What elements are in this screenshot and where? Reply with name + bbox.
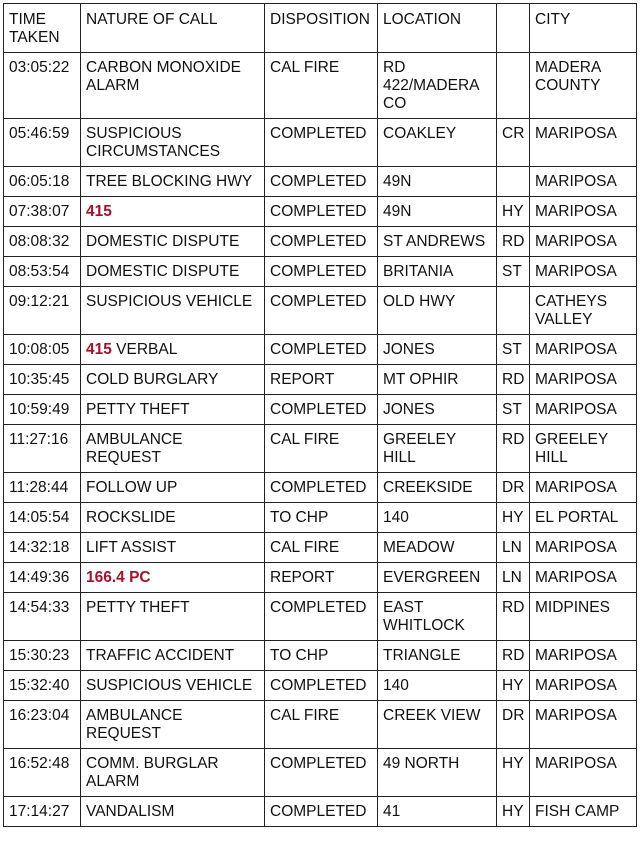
- cell-nature: [81, 503, 265, 533]
- cell-nature: [81, 797, 265, 827]
- cell-time: 15:30:23: [4, 641, 81, 671]
- cell-location: RD 422/MADERA CO: [378, 53, 497, 119]
- cell-nature: [81, 701, 265, 749]
- table-row: [4, 797, 637, 827]
- nature-text: DOMESTIC DISPUTE: [86, 263, 240, 280]
- header-city: CITY: [530, 4, 637, 53]
- cell-disposition: REPORT: [265, 365, 378, 395]
- cell-suffix: HY: [497, 671, 530, 701]
- cell-location: 49 NORTH: [378, 749, 497, 797]
- cell-location: MEADOW: [378, 533, 497, 563]
- nature-text: VERBAL: [111, 341, 178, 358]
- cell-disposition: COMPLETED: [265, 227, 378, 257]
- cell-city: MARIPOSA: [530, 119, 637, 167]
- cell-city: MARIPOSA: [530, 533, 637, 563]
- nature-text: SUSPICIOUS CIRCUMSTANCES: [86, 125, 221, 160]
- table-row: [4, 425, 637, 473]
- cell-nature: [81, 53, 265, 119]
- cell-disposition: COMPLETED: [265, 593, 378, 641]
- cell-nature: [81, 593, 265, 641]
- cell-location: CREEKSIDE: [378, 473, 497, 503]
- cell-city: MARIPOSA: [530, 671, 637, 701]
- cell-city: MIDPINES: [530, 593, 637, 641]
- nature-text: COLD BURGLARY: [86, 371, 219, 388]
- cell-disposition: CAL FIRE: [265, 701, 378, 749]
- table-row: [4, 197, 637, 227]
- cell-suffix: RD: [497, 593, 530, 641]
- cell-suffix: HY: [497, 797, 530, 827]
- cell-suffix: RD: [497, 641, 530, 671]
- table-row: [4, 563, 637, 593]
- cell-disposition: COMPLETED: [265, 395, 378, 425]
- cell-suffix: HY: [497, 197, 530, 227]
- nature-text: COMM. BURGLAR ALARM: [86, 755, 219, 790]
- cell-disposition: COMPLETED: [265, 335, 378, 365]
- cell-city: CATHEYS VALLEY: [530, 287, 637, 335]
- nature-text: PETTY THEFT: [86, 401, 190, 418]
- cell-nature: [81, 257, 265, 287]
- cell-suffix: DR: [497, 701, 530, 749]
- nature-text: DOMESTIC DISPUTE: [86, 233, 240, 250]
- table-row: [4, 119, 637, 167]
- cell-location: 140: [378, 503, 497, 533]
- cell-suffix: ST: [497, 395, 530, 425]
- cell-suffix: RD: [497, 425, 530, 473]
- table-row: [4, 701, 637, 749]
- cell-city: EL PORTAL: [530, 503, 637, 533]
- cell-suffix: HY: [497, 749, 530, 797]
- nature-text: TRAFFIC ACCIDENT: [86, 647, 235, 664]
- cell-location: JONES: [378, 335, 497, 365]
- nature-text: FOLLOW UP: [86, 479, 178, 496]
- cell-location: COAKLEY: [378, 119, 497, 167]
- cell-time: 09:12:21: [4, 287, 81, 335]
- cell-disposition: COMPLETED: [265, 749, 378, 797]
- table-row: [4, 335, 637, 365]
- cell-time: 11:28:44: [4, 473, 81, 503]
- table-row: [4, 167, 637, 197]
- cell-location: OLD HWY: [378, 287, 497, 335]
- cell-nature: [81, 197, 265, 227]
- cell-time: 16:23:04: [4, 701, 81, 749]
- cell-location: 49N: [378, 167, 497, 197]
- table-row: [4, 593, 637, 641]
- cell-time: 06:05:18: [4, 167, 81, 197]
- cell-nature: [81, 287, 265, 335]
- cell-suffix: ST: [497, 257, 530, 287]
- header-disposition: DISPOSITION: [265, 4, 378, 53]
- call-log-table: [3, 3, 637, 827]
- cell-city: MARIPOSA: [530, 473, 637, 503]
- table-row: [4, 671, 637, 701]
- nature-text: AMBULANCE REQUEST: [86, 707, 183, 742]
- cell-nature: [81, 473, 265, 503]
- cell-location: GREELEY HILL: [378, 425, 497, 473]
- cell-suffix: ST: [497, 335, 530, 365]
- table-row: [4, 473, 637, 503]
- cell-location: BRITANIA: [378, 257, 497, 287]
- cell-nature: [81, 533, 265, 563]
- cell-city: MARIPOSA: [530, 257, 637, 287]
- cell-time: 15:32:40: [4, 671, 81, 701]
- table-row: [4, 395, 637, 425]
- cell-suffix: DR: [497, 473, 530, 503]
- cell-location: TRIANGLE: [378, 641, 497, 671]
- cell-time: 03:05:22: [4, 53, 81, 119]
- nature-text: ROCKSLIDE: [86, 509, 176, 526]
- cell-time: 10:08:05: [4, 335, 81, 365]
- cell-suffix: LN: [497, 563, 530, 593]
- cell-disposition: COMPLETED: [265, 119, 378, 167]
- nature-text: SUSPICIOUS VEHICLE: [86, 677, 253, 694]
- cell-city: MARIPOSA: [530, 365, 637, 395]
- cell-time: 14:49:36: [4, 563, 81, 593]
- cell-nature: [81, 335, 265, 365]
- table-row: [4, 287, 637, 335]
- cell-city: FISH CAMP: [530, 797, 637, 827]
- table-row: [4, 227, 637, 257]
- cell-location: 41: [378, 797, 497, 827]
- nature-text: CARBON MONOXIDE ALARM: [86, 59, 242, 94]
- cell-time: 11:27:16: [4, 425, 81, 473]
- cell-time: 08:53:54: [4, 257, 81, 287]
- cell-nature: [81, 167, 265, 197]
- cell-city: MARIPOSA: [530, 563, 637, 593]
- cell-suffix: HY: [497, 503, 530, 533]
- cell-suffix: RD: [497, 227, 530, 257]
- cell-city: MARIPOSA: [530, 395, 637, 425]
- penal-code-highlight: 415: [86, 341, 112, 358]
- cell-nature: [81, 641, 265, 671]
- nature-text: VANDALISM: [86, 803, 175, 820]
- nature-text: PETTY THEFT: [86, 599, 190, 616]
- table-row: [4, 503, 637, 533]
- cell-time: 07:38:07: [4, 197, 81, 227]
- cell-time: 10:59:49: [4, 395, 81, 425]
- header-suffix: [497, 4, 530, 53]
- cell-nature: [81, 425, 265, 473]
- header-nature: NATURE OF CALL: [81, 4, 265, 53]
- cell-disposition: COMPLETED: [265, 167, 378, 197]
- cell-nature: [81, 395, 265, 425]
- cell-city: MARIPOSA: [530, 701, 637, 749]
- nature-text: LIFT ASSIST: [86, 539, 177, 556]
- cell-disposition: CAL FIRE: [265, 533, 378, 563]
- table-row: [4, 365, 637, 395]
- header-time: TIME TAKEN: [4, 4, 81, 53]
- cell-time: 16:52:48: [4, 749, 81, 797]
- cell-time: 05:46:59: [4, 119, 81, 167]
- table-row: [4, 749, 637, 797]
- cell-disposition: COMPLETED: [265, 257, 378, 287]
- header-row: [4, 4, 637, 53]
- cell-location: 49N: [378, 197, 497, 227]
- penal-code-highlight: 415: [86, 203, 112, 220]
- cell-city: MARIPOSA: [530, 335, 637, 365]
- header-location: LOCATION: [378, 4, 497, 53]
- cell-disposition: COMPLETED: [265, 197, 378, 227]
- cell-suffix: [497, 287, 530, 335]
- table-row: [4, 641, 637, 671]
- cell-time: 17:14:27: [4, 797, 81, 827]
- cell-time: 14:32:18: [4, 533, 81, 563]
- cell-city: MADERA COUNTY: [530, 53, 637, 119]
- cell-disposition: COMPLETED: [265, 473, 378, 503]
- cell-disposition: COMPLETED: [265, 671, 378, 701]
- cell-suffix: RD: [497, 365, 530, 395]
- cell-city: GREELEY HILL: [530, 425, 637, 473]
- cell-nature: [81, 749, 265, 797]
- cell-suffix: LN: [497, 533, 530, 563]
- penal-code-highlight: 166.4 PC: [86, 569, 151, 586]
- cell-city: MARIPOSA: [530, 167, 637, 197]
- table-row: [4, 257, 637, 287]
- cell-disposition: REPORT: [265, 563, 378, 593]
- cell-disposition: COMPLETED: [265, 797, 378, 827]
- cell-location: EAST WHITLOCK: [378, 593, 497, 641]
- cell-disposition: TO CHP: [265, 503, 378, 533]
- nature-text: SUSPICIOUS VEHICLE: [86, 293, 253, 310]
- cell-city: MARIPOSA: [530, 749, 637, 797]
- nature-text: AMBULANCE REQUEST: [86, 431, 183, 466]
- cell-location: EVERGREEN: [378, 563, 497, 593]
- cell-time: 14:54:33: [4, 593, 81, 641]
- cell-time: 14:05:54: [4, 503, 81, 533]
- cell-disposition: TO CHP: [265, 641, 378, 671]
- cell-location: JONES: [378, 395, 497, 425]
- nature-text: TREE BLOCKING HWY: [86, 173, 253, 190]
- cell-nature: [81, 365, 265, 395]
- cell-suffix: CR: [497, 119, 530, 167]
- cell-location: 140: [378, 671, 497, 701]
- cell-city: MARIPOSA: [530, 227, 637, 257]
- cell-time: 08:08:32: [4, 227, 81, 257]
- cell-location: MT OPHIR: [378, 365, 497, 395]
- cell-suffix: [497, 53, 530, 119]
- cell-disposition: CAL FIRE: [265, 425, 378, 473]
- cell-nature: [81, 671, 265, 701]
- cell-nature: [81, 119, 265, 167]
- table-row: [4, 533, 637, 563]
- cell-disposition: COMPLETED: [265, 287, 378, 335]
- table-row: [4, 53, 637, 119]
- cell-time: 10:35:45: [4, 365, 81, 395]
- cell-nature: [81, 227, 265, 257]
- cell-nature: [81, 563, 265, 593]
- cell-disposition: CAL FIRE: [265, 53, 378, 119]
- cell-city: MARIPOSA: [530, 197, 637, 227]
- cell-location: CREEK VIEW: [378, 701, 497, 749]
- cell-location: ST ANDREWS: [378, 227, 497, 257]
- cell-suffix: [497, 167, 530, 197]
- cell-city: MARIPOSA: [530, 641, 637, 671]
